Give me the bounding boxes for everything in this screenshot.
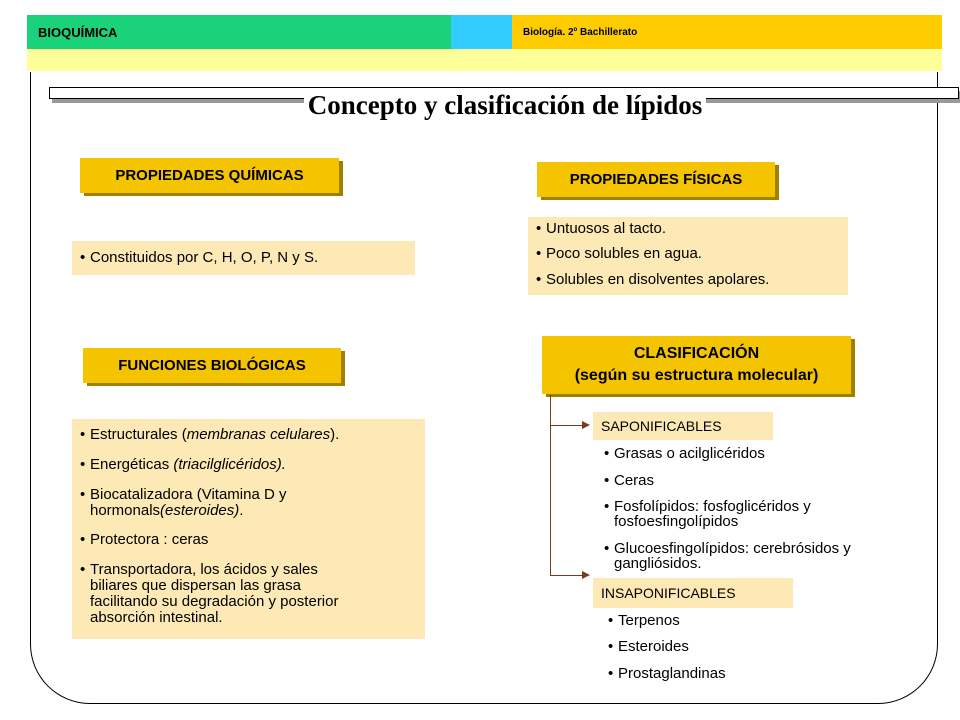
header-blue-band [451,15,512,49]
item-text: Esteroides [618,638,689,655]
header-strip [27,49,942,71]
list-item [80,250,409,266]
item-text: Energéticas [90,456,174,473]
list-item [80,457,419,473]
bullet: • [608,665,614,682]
list-item [80,532,419,548]
list-item [80,562,419,626]
item-text: . [239,502,244,519]
bullet: • [536,220,542,237]
list-item [536,221,842,237]
bullet: • [80,486,86,503]
item-text: Estructurales ( [90,426,187,443]
list-item [80,487,419,519]
bullet: • [604,498,610,515]
list-item [608,666,726,681]
bullet: • [604,540,610,557]
label-insaponificables: INSAPONIFICABLES [593,578,793,608]
arrow-right-icon [582,421,590,429]
item-text-italic: membranas celulares [186,426,331,443]
box-propiedades-fisicas [528,217,848,295]
item-text: hormonals [90,502,161,519]
list-item [80,427,419,443]
bullet: • [80,456,86,473]
item-text-line2 [80,503,419,519]
label-clasificacion [542,336,851,394]
page-title-text: Concepto y clasificación de lípidos [304,90,707,120]
list-item [604,446,765,461]
item-text: biliares que dispersan las grasa [90,577,301,594]
item-text: Biocatalizadora (Vitamina D y [90,486,287,503]
header-left-title: BIOQUÍMICA [38,25,118,40]
item-text: Fosfolípidos: fosfoglicéridos y [614,498,811,515]
item-text-italic: (esteroides) [160,502,240,519]
list-item [536,272,842,288]
item-text: Terpenos [618,612,680,629]
list-item [608,639,689,654]
list-item [604,473,654,488]
item-text: Poco solubles en agua. [546,245,702,262]
item-text: Prostaglandinas [618,665,726,682]
header-right-title: Biología. 2º Bachillerato [523,27,638,38]
list-item [604,541,851,571]
page-title [0,90,960,121]
list-item [604,499,811,529]
label-clasificacion-line2: (según su estructura molecular) [574,367,819,384]
box-funciones-biologicas [72,419,425,639]
bullet: • [536,245,542,262]
label-clasificacion-line1: CLASIFICACIÓN [633,345,760,362]
item-text: Glucoesfingolípidos: cerebrósidos y [614,540,851,557]
box-propiedades-quimicas [72,241,415,275]
item-text: facilitando su degradación y posterior [90,593,339,610]
bullet: • [80,249,86,266]
item-text: gangliósidos. [614,555,702,572]
bullet: • [536,271,542,288]
bullet: • [80,426,86,443]
tree-connector-insaponificables [550,575,582,576]
item-text: fosfoesfingolípidos [614,513,739,530]
item-text: Transportadora, los ácidos y sales [90,561,318,578]
item-text: Protectora : ceras [90,531,209,548]
label-saponificables: SAPONIFICABLES [593,412,773,440]
list-item [536,246,842,262]
label-propiedades-fisicas: PROPIEDADES FÍSICAS [537,162,775,197]
item-text-italic: (triacilglicéridos). [173,456,286,473]
item-text: Solubles en disolventes apolares. [546,271,770,288]
label-funciones-biologicas: FUNCIONES BIOLÓGICAS [83,348,341,383]
list-item [608,613,680,628]
item-text: Untuosos al tacto. [546,220,667,237]
bullet: • [608,638,614,655]
bullet: • [80,531,86,548]
bullet: • [604,472,610,489]
bullet: • [604,445,610,462]
item-text: ). [330,426,340,443]
item-text: Constituidos por C, H, O, P, N y S. [90,249,319,266]
tree-connector-vertical [550,395,551,575]
bullet: • [608,612,614,629]
item-text: Grasas o acilglicéridos [614,445,765,462]
bullet: • [80,561,86,578]
item-text: Ceras [614,472,655,489]
tree-connector-saponificables [550,425,582,426]
item-text: absorción intestinal. [90,609,223,626]
label-propiedades-quimicas: PROPIEDADES QUÍMICAS [80,158,339,193]
arrow-right-icon [582,571,590,579]
